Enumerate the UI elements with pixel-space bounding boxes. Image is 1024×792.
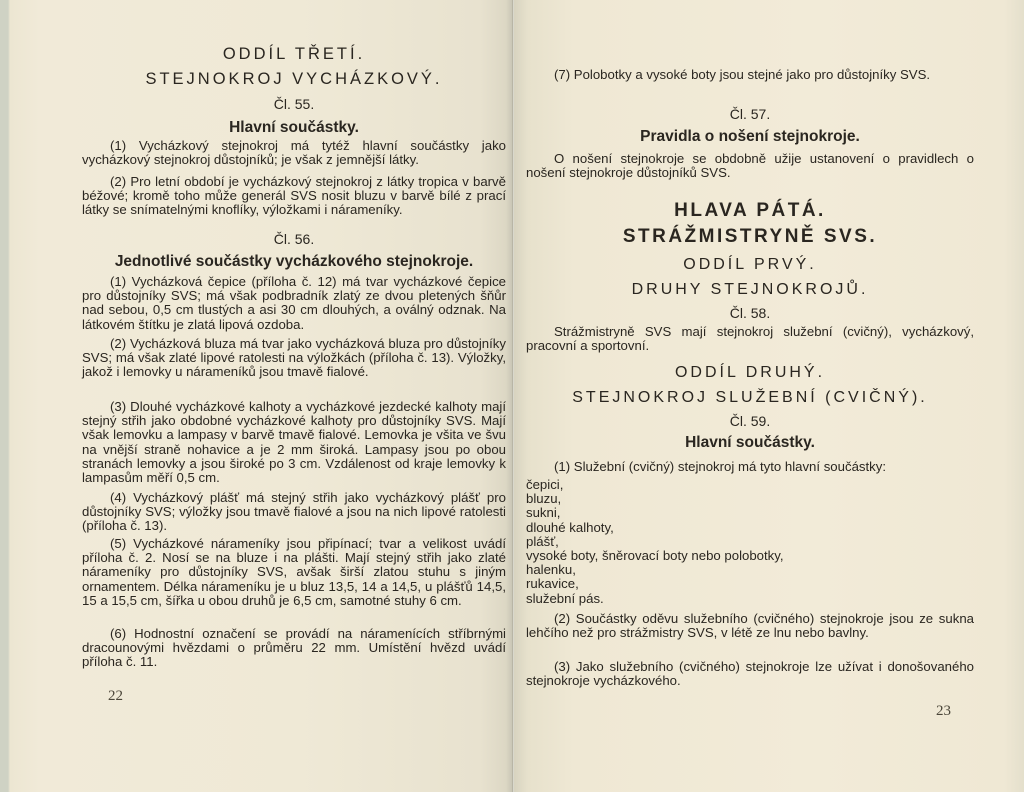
list-item: vysoké boty, šněrovací boty nebo polobotky, [526,548,784,564]
section-heading: ODDÍL TŘETÍ. [222,45,366,63]
section-1-heading: ODDÍL PRVÝ. [683,256,817,273]
list-item: halenku, [526,562,576,578]
paragraph-55-2: (2) Pro letní období je vycházkový stejnokroj z látky tropica v barvě béžové; kromě toho může generál SVS nosit bluzu v barvě bílé z prací látky se snímatelnými knoflíky, výložkami i nárameníky. [82,174,506,218]
chapter-heading: HLAVA PÁTÁ. [674,200,826,221]
section-2-heading: ODDÍL DRUHÝ. [674,364,826,381]
paragraph-56-6: (6) Hodnostní označení se provádí na náramenících stříbrnými dracounovými hvězdami o průměru 22 mm. Umístění hvězd uvádí příloha č. 11. [82,626,506,670]
paragraph-55-1: (1) Vycházkový stejnokroj má tytéž hlavní součástky jako vycházkový stejnokroj důstojníků; je však z jemnější látky. [82,138,506,168]
article-heading-59: Hlavní součástky. [685,434,815,451]
article-number-56: Čl. 56. [273,231,315,247]
paragraph-59-1: (1) Služební (cvičný) stejnokroj má tyto hlavní součástky: [554,459,887,474]
paragraph-56-3: (3) Dlouhé vycházkové kalhoty a vycházkové jezdecké kalhoty mají stejný střih jako obdobné vycházkové kalhoty pro důstojníky SVS. Mají však lemovku a lampasy v barvě tmavě fialové. Lemovka je všita ve švu na vnější straně nohavice a je 2 mm široká. Lampasy jsou po obou stranách lemovky a jsou široké po 3 cm. Vzdálenost od kraje lemovky k lampasům měří 0,5 cm. [82,399,506,486]
list-item: dlouhé kalhoty, [526,519,614,535]
list-item: čepici, [526,477,564,492]
list-item: služební pás. [526,590,604,606]
paragraph-56-7: (7) Polobotky a vysoké boty jsou stejné jako pro důstojníky SVS. [554,67,931,82]
components-list [526,478,974,606]
section-title: STEJNOKROJ VYCHÁZKOVÝ. [145,70,443,88]
chapter-title: STRÁŽMISTRYNĚ SVS. [622,226,878,247]
right-page [514,0,1024,792]
page-number-left: 22 [108,688,123,704]
paragraph-58: Strážmistryně SVS mají stejnokroj služební (cvičný), vycházkový, pracovní a sportovní. [526,324,974,354]
paragraph-56-2: (2) Vycházková bluza má tvar jako vycházková bluza pro důstojníky SVS; má však zlaté lipové ratolesti na výložkách (příloha č. 13). Výložky, jakož i lemovky u nárameníků jsou tmavě fialové. [82,336,506,380]
article-number-55: Čl. 55. [273,96,315,112]
article-heading-55: Hlavní součástky. [229,119,359,136]
paragraph-59-3: (3) Jako služebního (cvičného) stejnokroje lze užívat i donošovaného stejnokroje vycházkového. [526,659,974,689]
list-item: plášť, [526,533,559,549]
list-item: bluzu, [526,491,562,507]
article-number-58: Čl. 58. [729,305,771,321]
article-number-59: Čl. 59. [729,413,771,429]
paragraph-56-5: (5) Vycházkové nárameníky jsou připínací; tvar a velikost uvádí příloha č. 2. Nosí se na bluze i na plášti. Mají stejný střih jako zlaté nárameníky pro důstojníky SVS, avšak širší zlatou stuhu s jiným ornamentem. Délka nárameníku je u bluz 13,5, 14 a 14,5, u plášťů 14,5, 15 a 15,5 cm, šířka u obou druhů je 6,5 cm, samotné stuhy 6 cm. [82,536,506,608]
paragraph-59-2: (2) Součástky oděvu služebního (cvičného) stejnokroje jsou ze sukna lehčího než pro strážmistry SVS, v létě ze lnu nebo bavlny. [526,611,974,641]
article-heading-56: Jednotlivé součástky vycházkového stejnokroje. [114,253,474,270]
section-1-title: DRUHY STEJNOKROJŮ. [631,281,869,298]
paragraph-56-4: (4) Vycházkový plášť má stejný střih jako vycházkový plášť pro důstojníky SVS; výložky jsou tmavě fialové a jsou na nich lipové ratolesti (příloha č. 13). [82,490,506,534]
list-item: sukni, [526,505,561,521]
page-number-right: 23 [936,703,951,719]
article-heading-57: Pravidla o nošení stejnokroje. [640,128,860,145]
section-2-title: STEJNOKROJ SLUŽEBNÍ (CVIČNÝ). [572,389,928,406]
list-item: rukavice, [526,576,579,592]
paragraph-57: O nošení stejnokroje se obdobně užije ustanovení o pravidlech o nošení stejnokroje důstojníků SVS. [526,151,974,181]
article-number-57: Čl. 57. [729,106,771,122]
paragraph-56-1: (1) Vycházková čepice (příloha č. 12) má tvar vycházkové čepice pro důstojníky SVS; má však podbradník zlatý ze dvou pletených šňůr nad sebou, 0,5 cm tlustých a asi 30 cm dlouhých, a oválný odznak. Na látkovém štítku je zlatá lipová ozdoba. [82,274,506,332]
